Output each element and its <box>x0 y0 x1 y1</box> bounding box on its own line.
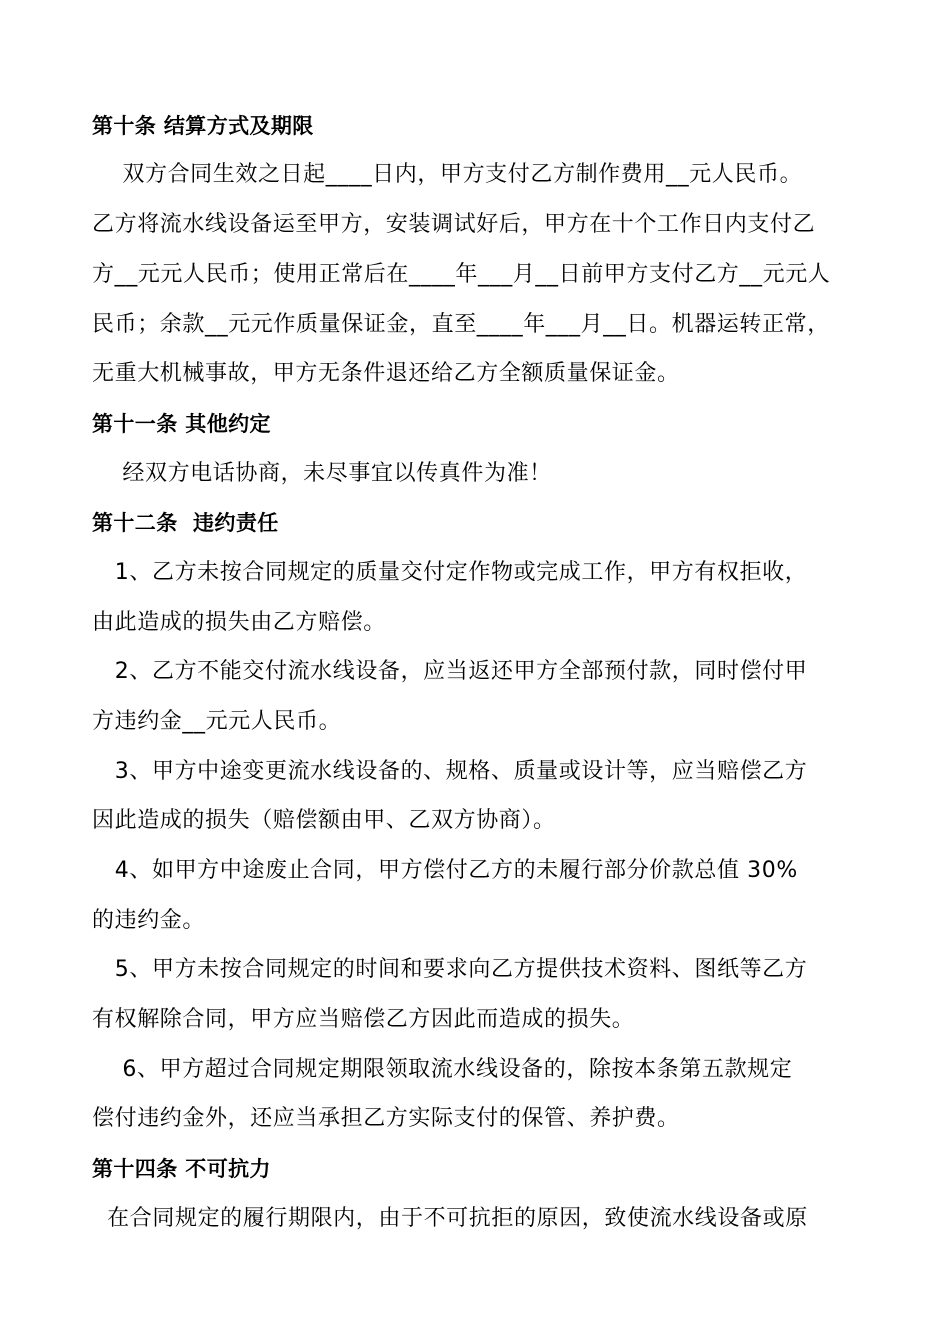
paragraph-line: 有权解除合同，甲方应当赔偿乙方因此而造成的损失。 <box>92 1007 635 1032</box>
section-heading-14: 第十四条 不可抗力 <box>92 1157 271 1181</box>
section-heading-11: 第十一条 其他约定 <box>92 412 271 436</box>
paragraph-line: 双方合同生效之日起____日内，甲方支付乙方制作费用__元人民币。 <box>92 162 803 187</box>
paragraph-line: 3、甲方中途变更流水线设备的、规格、质量或设计等，应当赔偿乙方 <box>92 759 808 784</box>
section-heading-12: 第十二条 违约责任 <box>92 511 279 535</box>
paragraph-line: 1、乙方未按合同规定的质量交付定作物或完成工作，甲方有权拒收， <box>92 560 808 585</box>
paragraph-line: 方__元元人民币；使用正常后在____年___月__日前甲方支付乙方__元元人 <box>92 262 831 287</box>
section-heading-10: 第十条 结算方式及期限 <box>92 114 314 138</box>
paragraph-line: 2、乙方不能交付流水线设备，应当返还甲方全部预付款，同时偿付甲 <box>92 659 808 684</box>
paragraph-line: 的违约金。 <box>92 908 206 933</box>
paragraph-line: 5、甲方未按合同规定的时间和要求向乙方提供技术资料、图纸等乙方 <box>92 957 808 982</box>
paragraph-line: 无重大机械事故，甲方无条件退还给乙方全额质量保证金。 <box>92 361 680 386</box>
paragraph-line: 6、甲方超过合同规定期限领取流水线设备的，除按本条第五款规定 <box>92 1057 793 1082</box>
paragraph-line: 偿付违约金外，还应当承担乙方实际支付的保管、养护费。 <box>92 1106 680 1131</box>
paragraph-line: 乙方将流水线设备运至甲方，安装调试好后，甲方在十个工作日内支付乙 <box>92 212 816 237</box>
paragraph-line: 由此造成的损失由乙方赔偿。 <box>92 610 386 635</box>
paragraph-line: 在合同规定的履行期限内，由于不可抗拒的原因，致使流水线设备或原 <box>92 1206 808 1231</box>
paragraph-line: 经双方电话协商，未尽事宜以传真件为准！ <box>92 461 552 486</box>
paragraph-line: 方违约金__元元人民币。 <box>92 709 342 734</box>
paragraph-line: 因此造成的损失（赔偿额由甲、乙双方协商）。 <box>92 808 556 833</box>
paragraph-line: 民币；余款__元元作质量保证金，直至____年___月__日。机器运转正常， <box>92 312 830 337</box>
paragraph-line: 4、如甲方中途废止合同，甲方偿付乙方的未履行部分价款总值 30% <box>92 858 798 883</box>
